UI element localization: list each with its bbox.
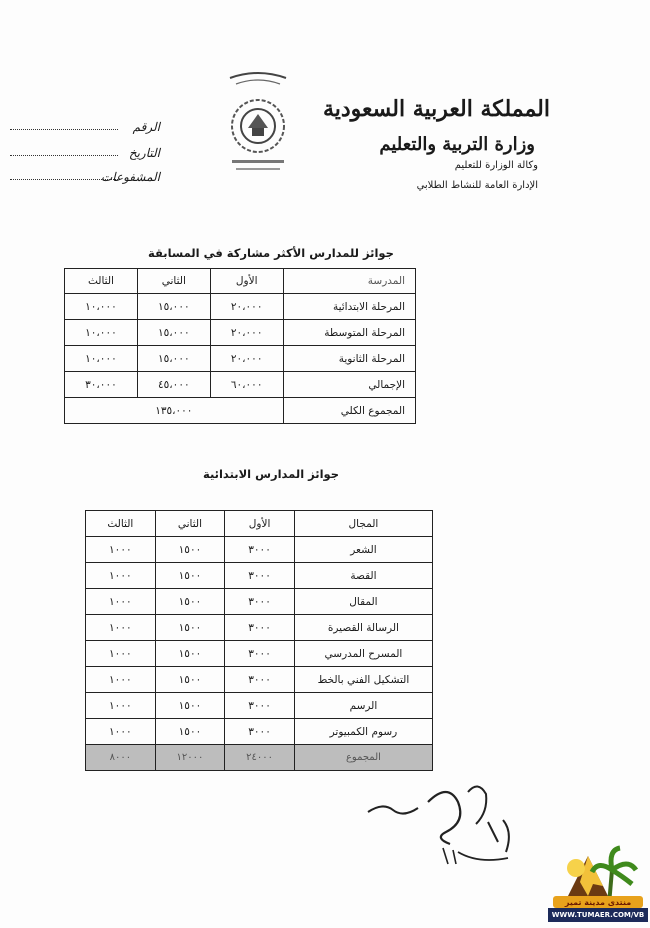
header-cell: الأول xyxy=(225,511,295,537)
cell: ٨٠٠٠ xyxy=(86,745,156,771)
row-label: المقال xyxy=(294,589,432,615)
header-cell: الثالث xyxy=(65,269,138,294)
cell: ١٥،٠٠٠ xyxy=(137,320,210,346)
cell: ٦٠،٠٠٠ xyxy=(210,372,283,398)
cell: ١٥٠٠ xyxy=(155,615,225,641)
cell: ١٠٠٠ xyxy=(86,537,156,563)
date-label: التاريخ xyxy=(128,146,160,160)
row-label: المرحلة الثانوية xyxy=(283,346,415,372)
table-row xyxy=(86,693,433,719)
cell: ١٠٠٠ xyxy=(86,641,156,667)
cell: ٣٠،٠٠٠ xyxy=(65,372,138,398)
date-field xyxy=(10,142,160,160)
cell: ٢٤٠٠٠ xyxy=(225,745,295,771)
header-cell: المدرسة xyxy=(283,269,415,294)
cell: ١٠٠٠ xyxy=(86,719,156,745)
ref-number-line xyxy=(10,128,118,130)
cell: ١٠،٠٠٠ xyxy=(65,320,138,346)
ministry-emblem-icon xyxy=(222,68,294,180)
cell: ١٥٠٠ xyxy=(155,641,225,667)
table-row xyxy=(65,346,416,372)
table-row xyxy=(86,537,433,563)
cell: ١٥٠٠ xyxy=(155,589,225,615)
kingdom-title: المملكة العربية السعودية xyxy=(322,96,550,122)
table-row xyxy=(65,372,416,398)
forum-url: WWW.TUMAER.COM/VB xyxy=(548,908,648,922)
agency-title: وكالة الوزارة للتعليم xyxy=(454,160,538,171)
cell: ٣٠٠٠ xyxy=(225,537,295,563)
table1-title: جوائز للمدارس الأكثر مشاركة في المسابقة xyxy=(148,246,394,260)
svg-text:منتدى مدينة تمير: منتدى مدينة تمير xyxy=(564,898,632,907)
department-title: الإدارة العامة للنشاط الطلابي xyxy=(416,180,538,191)
row-label: الرسم xyxy=(294,693,432,719)
attachments-field xyxy=(10,166,160,184)
cell: ١٥٠٠ xyxy=(155,537,225,563)
table-total-row xyxy=(65,398,416,424)
table-row xyxy=(65,294,416,320)
cell: ٢٠،٠٠٠ xyxy=(210,346,283,372)
table-row xyxy=(86,719,433,745)
cell: ٢٠،٠٠٠ xyxy=(210,294,283,320)
header-cell: الثالث xyxy=(86,511,156,537)
handwritten-signature xyxy=(338,772,538,872)
row-label: الشعر xyxy=(294,537,432,563)
cell: ١٥٠٠ xyxy=(155,667,225,693)
cell: ١٥،٠٠٠ xyxy=(137,346,210,372)
row-label: المرحلة المتوسطة xyxy=(283,320,415,346)
cell: ٣٠٠٠ xyxy=(225,719,295,745)
header-cell: الثاني xyxy=(155,511,225,537)
cell: ١٥٠٠ xyxy=(155,563,225,589)
row-label: الرسالة القصيرة xyxy=(294,615,432,641)
row-label: الإجمالي xyxy=(283,372,415,398)
cell: ١٠٠٠ xyxy=(86,563,156,589)
primary-schools-prizes-table xyxy=(85,510,433,771)
cell: ٣٠٠٠ xyxy=(225,667,295,693)
table-row xyxy=(86,667,433,693)
cell: ٣٠٠٠ xyxy=(225,615,295,641)
ref-number-field xyxy=(10,116,160,134)
cell: ٣٠٠٠ xyxy=(225,563,295,589)
cell: ١٢٠٠٠ xyxy=(155,745,225,771)
sum-label: المجموع xyxy=(294,745,432,771)
date-line xyxy=(10,154,118,156)
cell: ١٠٠٠ xyxy=(86,667,156,693)
table2-title: جوائز المدارس الابتدائية xyxy=(203,467,340,481)
header-cell: المجال xyxy=(294,511,432,537)
row-label: المرحلة الابتدائية xyxy=(283,294,415,320)
cell: ٣٠٠٠ xyxy=(225,641,295,667)
cell: ٣٠٠٠ xyxy=(225,589,295,615)
table-row xyxy=(86,563,433,589)
table-row xyxy=(86,589,433,615)
table-header-row xyxy=(86,511,433,537)
ministry-title: وزارة التربية والتعليم xyxy=(379,134,535,155)
total-label: المجموع الكلي xyxy=(283,398,415,424)
header-cell: الأول xyxy=(210,269,283,294)
cell: ١٠٠٠ xyxy=(86,589,156,615)
table-row xyxy=(86,641,433,667)
cell: ١٥٠٠ xyxy=(155,693,225,719)
cell: ٣٠٠٠ xyxy=(225,693,295,719)
schools-prizes-table xyxy=(64,268,416,424)
row-label: رسوم الكمبيوتر xyxy=(294,719,432,745)
header-cell: الثاني xyxy=(137,269,210,294)
total-value: ١٣٥،٠٠٠ xyxy=(65,398,284,424)
table-sum-row xyxy=(86,745,433,771)
cell: ١٠٠٠ xyxy=(86,693,156,719)
row-label: المسرح المدرسي xyxy=(294,641,432,667)
cell: ٤٥،٠٠٠ xyxy=(137,372,210,398)
cell: ١٥،٠٠٠ xyxy=(137,294,210,320)
cell: ١٠،٠٠٠ xyxy=(65,346,138,372)
attachments-line xyxy=(10,178,118,180)
cell: ١٠٠٠ xyxy=(86,615,156,641)
cell: ١٥٠٠ xyxy=(155,719,225,745)
table-row xyxy=(65,320,416,346)
row-label: التشكيل الفني بالخط xyxy=(294,667,432,693)
row-label: القصة xyxy=(294,563,432,589)
attachments-label: المشفوعات xyxy=(100,170,160,184)
cell: ٢٠،٠٠٠ xyxy=(210,320,283,346)
ref-number-label: الرقم xyxy=(132,120,160,134)
cell: ١٠،٠٠٠ xyxy=(65,294,138,320)
table-header-row xyxy=(65,269,416,294)
table-row xyxy=(86,615,433,641)
